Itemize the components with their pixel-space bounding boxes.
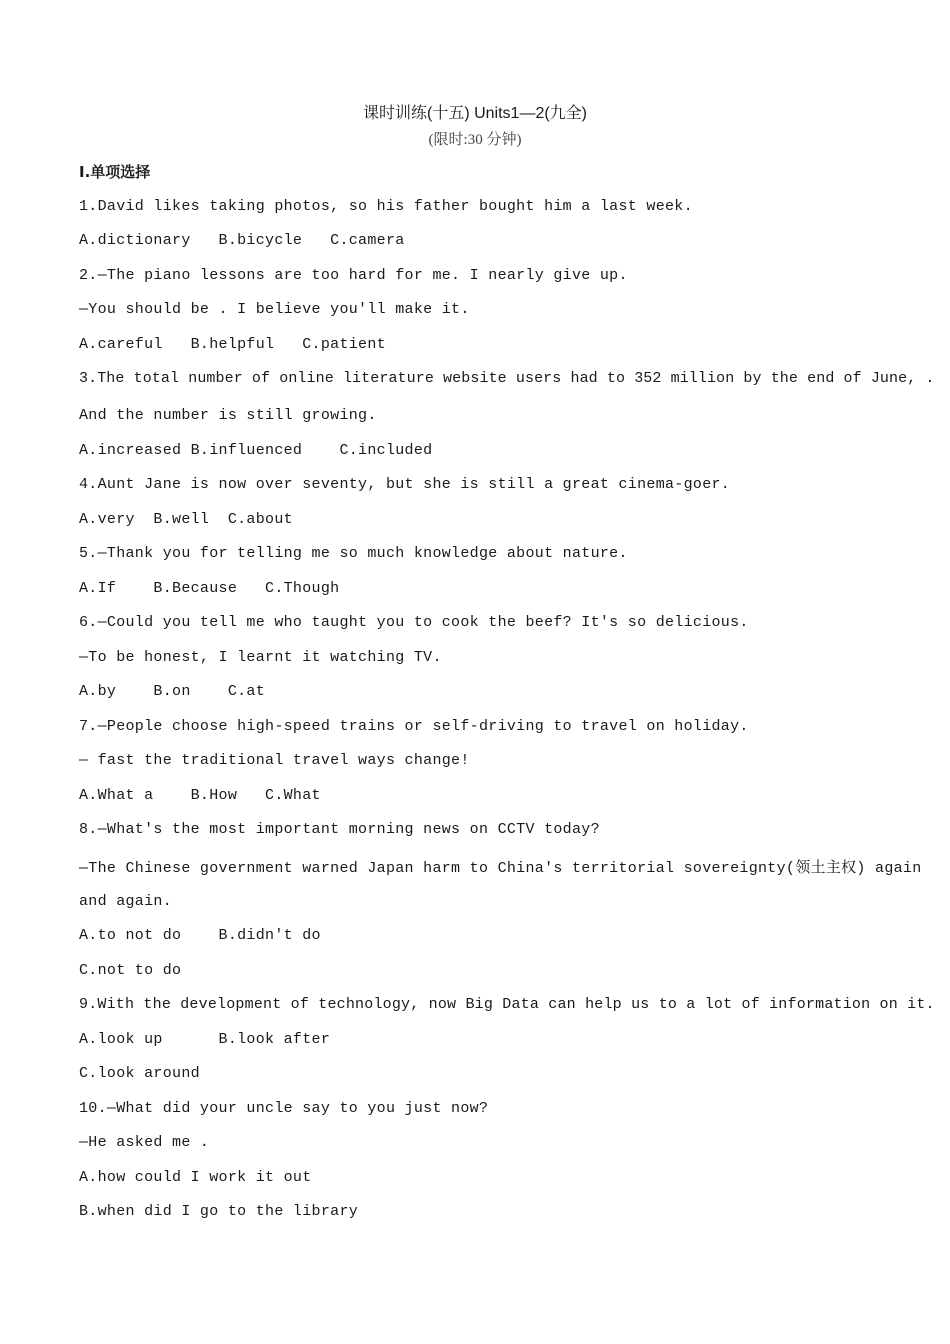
dialogue-7: — fast the traditional travel ways change!: [79, 752, 470, 769]
options-2: A.careful B.helpful C.patient: [79, 336, 386, 353]
question-3: 3.The total number of online literature website users had to 352 million by the end of June, .: [79, 370, 935, 387]
question-5: 5.—Thank you for telling me so much knowledge about nature.: [79, 545, 628, 562]
question-7: 7.—People choose high-speed trains or self-driving to travel on holiday.: [79, 718, 749, 735]
dialogue-10: —He asked me .: [79, 1134, 210, 1151]
options-5: A.If B.Because C.Though: [79, 580, 340, 597]
time-limit: (限时:30 分钟): [428, 132, 522, 148]
question-4: 4.Aunt Jane is now over seventy, but she is still a great cinema-goer.: [79, 476, 731, 493]
question-2: 2.—The piano lessons are too hard for me. I nearly give up.: [79, 267, 628, 284]
question-6: 6.—Could you tell me who taught you to cook the beef? It's so delicious.: [79, 614, 749, 631]
page-title: 课时训练(十五) Units1—2(九全): [362, 105, 587, 122]
option-10-a: A.how could I work it out: [79, 1169, 312, 1186]
options-7: A.What a B.How C.What: [79, 787, 321, 804]
question-1: 1.David likes taking photos, so his father bought him a last week.: [79, 198, 693, 215]
option-10-b: B.when did I go to the library: [79, 1203, 359, 1220]
options-6: A.by B.on C.at: [79, 683, 266, 700]
options-3: A.increased B.influenced C.included: [79, 442, 433, 459]
options-4: A.very B.well C.about: [79, 511, 293, 528]
options-9-c: C.look around: [79, 1065, 200, 1082]
question-10: 10.—What did your uncle say to you just now?: [79, 1100, 489, 1117]
question-3-continued: And the number is still growing.: [79, 407, 377, 424]
options-9-ab: A.look up B.look after: [79, 1031, 331, 1048]
dialogue-2: —You should be . I believe you'll make it.: [79, 301, 470, 318]
question-9: 9.With the development of technology, now Big Data can help us to a lot of information on it.: [79, 996, 935, 1013]
section-heading: Ⅰ.单项选择: [79, 163, 151, 181]
options-8-c: C.not to do: [79, 962, 182, 979]
dialogue-8-continued: and again.: [79, 893, 173, 910]
dialogue-8: —The Chinese government warned Japan harm to China's territorial sovereignty(领土主权) again: [79, 860, 922, 877]
options-8-ab: A.to not do B.didn't do: [79, 927, 321, 944]
question-8: 8.—What's the most important morning news on CCTV today?: [79, 821, 600, 838]
options-1: A.dictionary B.bicycle C.camera: [79, 232, 405, 249]
dialogue-6: —To be honest, I learnt it watching TV.: [79, 649, 442, 666]
